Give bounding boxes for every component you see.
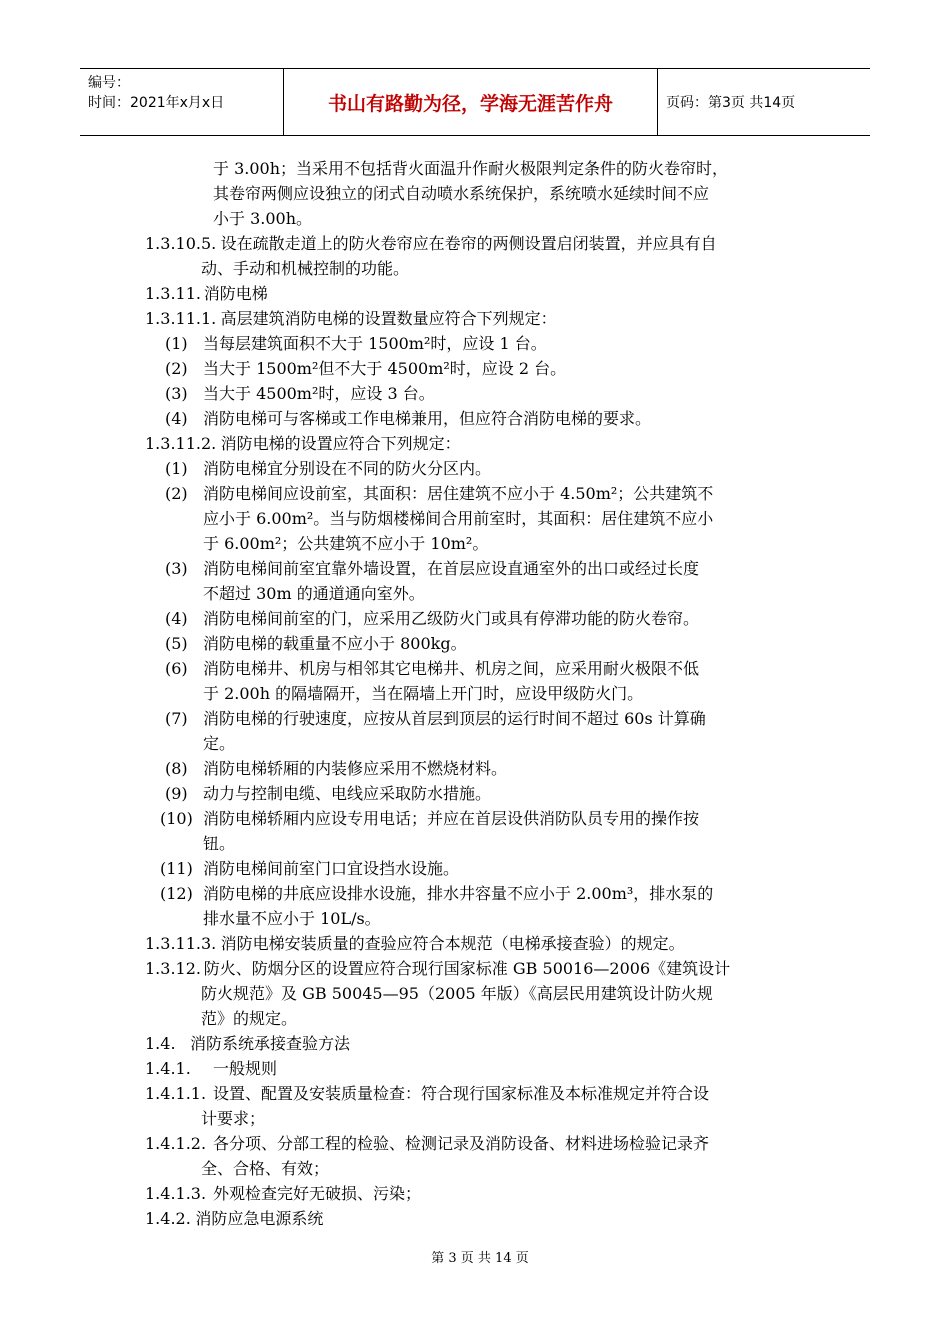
item-number: 1.3.12. <box>145 959 201 978</box>
item-number: 1.4. <box>145 1034 176 1053</box>
item-text: 消防电梯间前室宜靠外墙设置，在首层应设直通室外的出口或经过长度 <box>203 559 700 578</box>
item-text: 当大于 1500m²但不大于 4500m²时，应设 2 台。 <box>203 359 567 378</box>
item-text: 外观检查完好无破损、污染； <box>213 1184 422 1203</box>
document-number-label: 编号： <box>88 75 130 91</box>
item-number: 1.3.11.3. <box>145 934 217 953</box>
item-text: 消防电梯的设置应符合下列规定： <box>220 434 461 453</box>
document-date-label: 时间：2021年x月x日 <box>88 95 225 111</box>
item-text: 各分项、分部工程的检验、检测记录及消防设备、材料进场检验记录齐 <box>213 1134 710 1153</box>
item-number: 1.4.1.2. <box>145 1134 207 1153</box>
item-number: (3) <box>165 559 188 578</box>
item-number: (4) <box>165 609 188 628</box>
item-text: 消防电梯的行驶速度，应按从首层到顶层的运行时间不超过 60s 计算确 <box>203 709 706 728</box>
item-number: 1.3.11. <box>145 284 201 303</box>
item-text: 定。 <box>203 734 236 753</box>
item-number: (4) <box>165 409 188 428</box>
item-text: 其卷帘两侧应设独立的闭式自动喷水系统保护，系统喷水延续时间不应 <box>213 184 710 203</box>
item-text: 消防电梯的载重量不应小于 800kg。 <box>203 634 467 653</box>
item-number: (12) <box>160 884 193 903</box>
item-text: 范》的规定。 <box>201 1009 298 1028</box>
item-text: 防火规范》及 GB 50045—95（2005 年版）《高层民用建筑设计防火规 <box>201 984 713 1003</box>
item-number: (8) <box>165 759 188 778</box>
header-meta <box>80 69 284 135</box>
item-number: (10) <box>160 809 193 828</box>
item-number: (6) <box>165 659 188 678</box>
item-number: (9) <box>165 784 188 803</box>
item-number: 1.3.11.2. <box>145 434 217 453</box>
item-text: 消防电梯轿厢的内装修应采用不燃烧材料。 <box>203 759 508 778</box>
page-footer: 第 3 页 共 14 页 <box>431 1251 529 1266</box>
item-text: 计要求； <box>201 1109 266 1128</box>
item-number: (3) <box>165 384 188 403</box>
item-text: 当每层建筑面积不大于 1500m²时，应设 1 台。 <box>203 334 547 353</box>
item-text: 消防电梯安装质量的查验应符合本规范（电梯承接查验）的规定。 <box>220 934 685 953</box>
item-text: 消防系统承接查验方法 <box>190 1034 351 1053</box>
item-text: 消防电梯的井底应设排水设施，排水井容量不应小于 2.00m³，排水泵的 <box>203 884 714 903</box>
item-text: 消防电梯间前室门口宜设挡水设施。 <box>203 859 460 878</box>
item-text: 于 2.00h 的隔墙隔开，当在隔墙上开门时，应设甲级防火门。 <box>203 684 644 703</box>
item-text: 于 6.00m²；公共建筑不应小于 10m²。 <box>203 534 489 553</box>
item-text: 消防电梯 <box>203 284 268 303</box>
item-number: 1.3.10.5. <box>145 234 217 253</box>
item-number: 1.3.11.1. <box>145 309 217 328</box>
item-text: 于 3.00h；当采用不包括背火面温升作耐火极限判定条件的防火卷帘时， <box>213 159 729 178</box>
item-number: (1) <box>165 334 188 353</box>
header-motto: 书山有路勤为径，学海无涯苦作舟 <box>284 69 658 135</box>
item-text: 消防电梯可与客梯或工作电梯兼用，但应符合消防电梯的要求。 <box>203 409 652 428</box>
item-text: 一般规则 <box>213 1059 278 1078</box>
item-text: 设置、配置及安装质量检查：符合现行国家标准及本标准规定并符合设 <box>213 1084 710 1103</box>
item-text: 排水量不应小于 10L/s。 <box>203 909 381 928</box>
item-number: (11) <box>160 859 193 878</box>
item-text: 当大于 4500m²时，应设 3 台。 <box>203 384 435 403</box>
item-number: (1) <box>165 459 188 478</box>
item-text: 应小于 6.00m²。当与防烟楼梯间合用前室时，其面积：居住建筑不应小 <box>203 509 714 528</box>
item-text: 消防电梯间应设前室，其面积：居住建筑不应小于 4.50m²；公共建筑不 <box>203 484 714 503</box>
item-text: 消防应急电源系统 <box>195 1209 324 1228</box>
item-text: 防火、防烟分区的设置应符合现行国家标准 GB 50016—2006《建筑设计 <box>203 959 731 978</box>
item-number: 1.4.2. <box>145 1209 191 1228</box>
item-text: 消防电梯井、机房与相邻其它电梯井、机房之间，应采用耐火极限不低 <box>203 659 700 678</box>
item-number: 1.4.1.1. <box>145 1084 207 1103</box>
item-text: 小于 3.00h。 <box>213 209 313 228</box>
item-number: (2) <box>165 359 188 378</box>
item-text: 钮。 <box>203 834 236 853</box>
header-page-info: 页码：第3页 共14页 <box>666 95 796 111</box>
page-header <box>80 68 870 136</box>
item-text: 消防电梯轿厢内应设专用电话；并应在首层设供消防队员专用的操作按 <box>203 809 700 828</box>
item-text: 不超过 30m 的通道通向室外。 <box>203 584 425 603</box>
item-text: 设在疏散走道上的防火卷帘应在卷帘的两侧设置启闭装置，并应具有自 <box>220 234 717 253</box>
item-text: 动力与控制电缆、电线应采取防水措施。 <box>203 784 492 803</box>
item-text: 全、合格、有效； <box>201 1159 330 1178</box>
item-text: 高层建筑消防电梯的设置数量应符合下列规定： <box>220 309 557 328</box>
item-number: 1.4.1. <box>145 1059 191 1078</box>
item-number: 1.4.1.3. <box>145 1184 207 1203</box>
item-number: (7) <box>165 709 188 728</box>
item-number: (5) <box>165 634 188 653</box>
item-text: 消防电梯间前室的门，应采用乙级防火门或具有停滞功能的防火卷帘。 <box>203 609 700 628</box>
item-text: 动、手动和机械控制的功能。 <box>201 259 410 278</box>
item-text: 消防电梯宜分别设在不同的防火分区内。 <box>203 459 492 478</box>
item-number: (2) <box>165 484 188 503</box>
